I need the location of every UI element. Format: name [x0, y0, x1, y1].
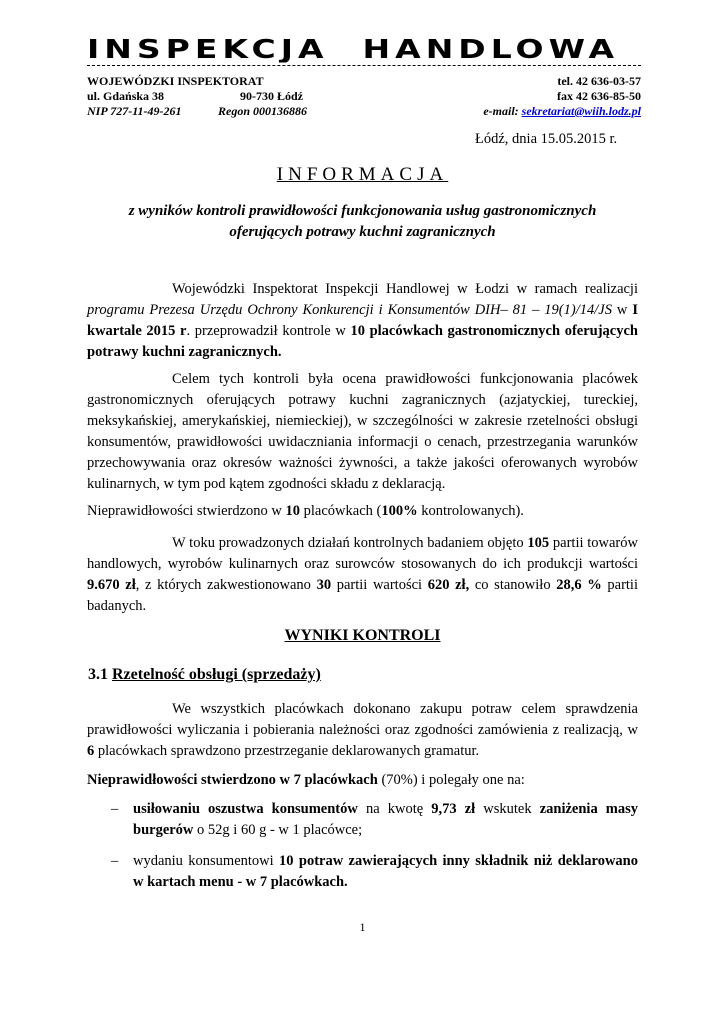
para3-text-3: placówkach ( — [300, 503, 382, 519]
document-title: INFORMACJA — [276, 164, 449, 185]
bullet1-text-2: na kwotę — [357, 801, 432, 817]
para4-text-11: partii badanych. — [87, 577, 638, 614]
subtitle-line-1: z wyników kontroli prawidłowości funkcjonowania usług gastronomicznych — [128, 203, 597, 219]
city-address: 90-730 Łódź — [240, 89, 303, 103]
document-date: Łódź, dnia 15.05.2015 r. — [475, 131, 618, 147]
masthead-title — [87, 36, 645, 63]
email-line — [483, 104, 641, 118]
paragraph-irregularities-summary — [87, 501, 638, 522]
para6-text-2: (70%) i polegały one na: — [377, 772, 525, 788]
bullet-dash: – — [111, 801, 119, 817]
para3-count: 10 — [285, 503, 301, 519]
bullet-text — [133, 851, 638, 893]
paragraph-findings-intro — [87, 770, 638, 791]
para1-text-1: Wojewódzki Inspektorat Inspekcji Handlowej w Łodzi w ramach realizacji — [172, 281, 638, 297]
bullet1-text-4: wskutek — [475, 801, 540, 817]
para4-batches: 105 — [527, 535, 550, 551]
para5-text-3: placówkach sprawdzono przestrzeganie deklarowanych gramatur. — [94, 743, 480, 759]
paragraph-service — [87, 699, 638, 762]
subsection-title: Rzetelność obsługi (sprzedaży) — [112, 666, 321, 683]
paragraph-purpose: Celem tych kontroli była ocena prawidłowości funkcjonowania placówek gastronomicznych oferujących potrawy kuchni zagranicznych (azjatyckiej, tureckiej, meksykańskiej, amerykańskiej, niemieckiej), w szczególności w zakresie rzetelności obsługi konsumentów, prawidłowości uwidaczniania informacji o cenach, przestrzegania warunków przechowywania oraz okresów ważności żywności, a także jakości oferowanych wyrobów kulinarnych, w tym pod kątem zgodności składu z deklaracją. — [87, 371, 638, 492]
bullet-text — [133, 799, 638, 841]
para4-text-7: partii wartości — [331, 577, 428, 593]
paragraph-intro — [87, 279, 638, 363]
para1-scope: 10 placówkach gastronomicznych oferujących potrawy kuchni zagranicznych. — [87, 323, 638, 360]
office-name: WOJEWÓDZKI INSPEKTORAT — [87, 74, 264, 88]
phone-number: tel. 42 636-03-57 — [557, 74, 641, 88]
header-divider — [87, 65, 641, 66]
bullet1-text-6: o 52g i 60 g - w 1 placówce; — [193, 822, 363, 838]
email-link[interactable]: sekretariat@wiih.lodz.pl — [521, 104, 641, 118]
para1-text-5: . przeprowadził kontrole w — [186, 323, 351, 339]
bullet2-text-1: wydaniu konsumentowi — [133, 853, 280, 869]
paragraph-samples — [87, 533, 638, 617]
bullet1-underweight: zaniżenia masy burgerów — [133, 801, 639, 838]
fax-number: fax 42 636-85-50 — [557, 89, 641, 103]
section-heading: WYNIKI KONTROLI — [284, 627, 441, 644]
para4-text-3: partii towarów handlowych, wyrobów kulinarnych oraz surowców stosowanych do ich produkcji wartości — [87, 535, 638, 572]
page-number: 1 — [359, 920, 366, 934]
para6-lead: Nieprawidłowości stwierdzono w 7 placówkach — [87, 772, 378, 788]
document-subtitle — [87, 201, 638, 243]
masthead-word-handlowa: HANDLOWA — [362, 36, 620, 63]
list-item — [111, 799, 638, 841]
subtitle-line-2: oferujących potrawy kuchni zagranicznych — [229, 224, 496, 240]
list-item — [111, 851, 638, 893]
para5-count: 6 — [87, 743, 95, 759]
bullet2-finding: 10 potraw zawierających inny składnik niż deklarowano w kartach menu - w 7 placówkach. — [133, 853, 638, 890]
para1-text-3: w — [611, 302, 633, 318]
para4-text-5: , z których zakwestionowano — [135, 577, 317, 593]
email-label: e-mail: — [483, 104, 519, 118]
bullet1-amount: 9,73 zł — [431, 801, 476, 817]
nip-number: NIP 727-11-49-261 — [87, 104, 182, 118]
para1-program-name: programu Prezesa Urzędu Ochrony Konkurencji i Konsumentów DIH– 81 – 19(1)/14/JS — [87, 302, 612, 318]
para3-text-1: Nieprawidłowości stwierdzono w — [87, 503, 286, 519]
regon-number: Regon 000136886 — [218, 104, 308, 118]
para5-text-1: We wszystkich placówkach dokonano zakupu potraw celem sprawdzenia prawidłowości wyliczania i pobierania należności oraz zgodności zamówienia z realizacją, w — [87, 701, 638, 738]
para4-value: 9.670 zł — [87, 577, 136, 593]
para4-questioned: 30 — [316, 577, 332, 593]
para3-text-5: kontrolowanych). — [417, 503, 524, 519]
subsection-number: 3.1 — [88, 666, 108, 683]
para4-percent: 28,6 % — [556, 577, 602, 593]
para4-questioned-value: 620 zł, — [427, 577, 470, 593]
masthead-word-inspekcja: INSPEKCJA — [87, 36, 329, 63]
bullet1-fraud: usiłowaniu oszustwa konsumentów — [133, 801, 358, 817]
para4-text-9: co stanowiło — [469, 577, 557, 593]
subsection-heading — [88, 665, 321, 685]
para1-quarter: I kwartale 2015 r — [87, 302, 638, 339]
street-address: ul. Gdańska 38 — [87, 89, 165, 103]
bullet-dash: – — [111, 853, 119, 869]
para3-percent: 100% — [381, 503, 418, 519]
para4-text-1: W toku prowadzonych działań kontrolnych badaniem objęto — [172, 535, 528, 551]
